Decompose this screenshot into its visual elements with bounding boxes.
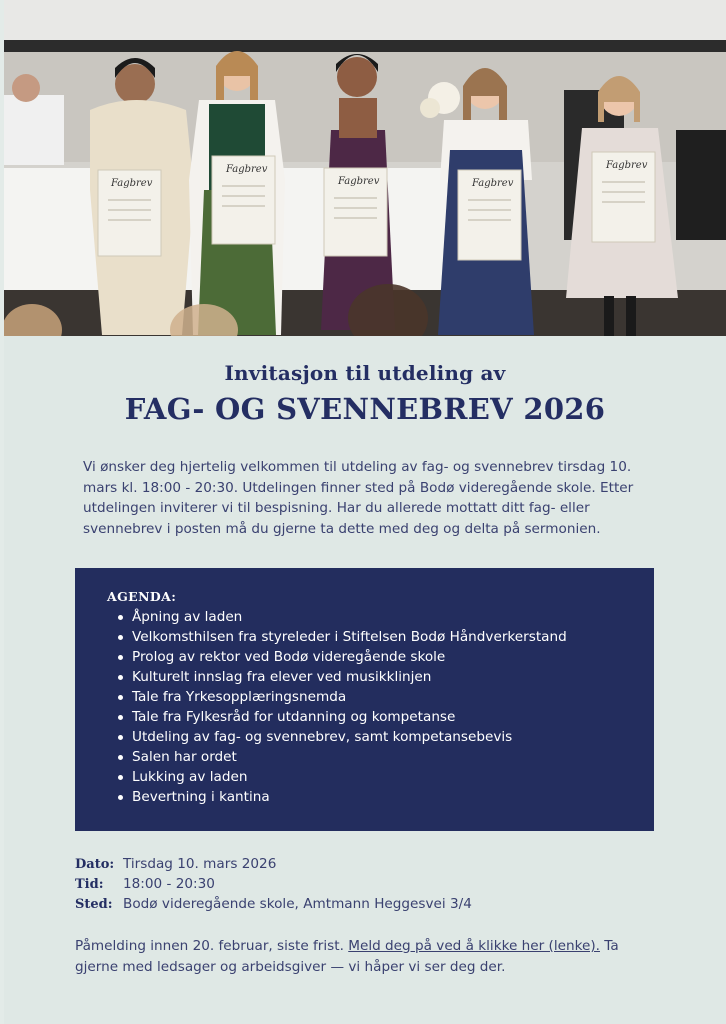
time-row	[75, 876, 675, 896]
agenda-heading: AGENDA:	[107, 589, 177, 604]
agenda-list	[107, 607, 654, 807]
diploma-label: Fagbrev	[338, 176, 380, 187]
intro-paragraph: Vi ønsker deg hjertelig velkommen til utdeling av fag- og svennebrev tirsdag 10. mars kl. 18:00 - 20:30. Utdelingen finner sted på Bodø videregående skole. Etter utdelingen inviterer vi til bespisning. Har du allerede mottatt ditt fag- eller svennebrev i posten må du gjerne ta dette med deg og delta på sermonien.	[83, 459, 634, 537]
agenda-item: Tale fra Yrkesopplæringsnemda	[132, 687, 654, 707]
registration-text: Påmelding innen 20. februar, siste frist.	[75, 938, 349, 954]
diploma-label: Fagbrev	[472, 178, 514, 189]
place-label: Sted:	[75, 897, 113, 912]
agenda-item: Velkomsthilsen fra styreleder i Stiftelsen Bodø Håndverkerstand	[132, 627, 654, 647]
diploma-label: Fagbrev	[111, 178, 153, 189]
invitation-subtitle: Invitasjon til utdeling av	[224, 361, 506, 385]
agenda-item: Åpning av laden	[132, 607, 654, 627]
time-value: 18:00 - 20:30	[123, 876, 215, 892]
date-label: Dato:	[75, 857, 115, 872]
agenda-item: Lukking av laden	[132, 767, 654, 787]
diploma-label: Fagbrev	[606, 160, 648, 171]
agenda-item: Salen har ordet	[132, 747, 654, 767]
event-details	[75, 856, 675, 916]
place-row	[75, 896, 675, 916]
place-value: Bodø videregående skole, Amtmann Heggesvei 3/4	[123, 896, 472, 912]
agenda-box	[75, 568, 654, 831]
agenda-item: Utdeling av fag- og svennebrev, samt kompetansebevis	[132, 727, 654, 747]
invitation-title: FAG- OG SVENNEBREV 2026	[124, 392, 606, 426]
invitation-page	[4, 0, 726, 1024]
agenda-item: Bevertning i kantina	[132, 787, 654, 807]
ceremony-photo	[4, 0, 726, 336]
registration-note	[75, 936, 665, 978]
diploma-label: Fagbrev	[226, 164, 268, 175]
agenda-item: Tale fra Fylkesråd for utdanning og kompetanse	[132, 707, 654, 727]
registration-text-end: Ta gjerne med ledsager og arbeidsgiver — vi håper vi ser deg der.	[75, 938, 619, 975]
agenda-item: Prolog av rektor ved Bodø videregående skole	[132, 647, 654, 667]
registration-link[interactable]: Meld deg på ved å klikke her (lenke).	[348, 938, 600, 954]
agenda-item: Kulturelt innslag fra elever ved musikklinjen	[132, 667, 654, 687]
date-value: Tirsdag 10. mars 2026	[123, 856, 277, 872]
time-label: Tid:	[75, 877, 104, 892]
date-row	[75, 856, 675, 876]
